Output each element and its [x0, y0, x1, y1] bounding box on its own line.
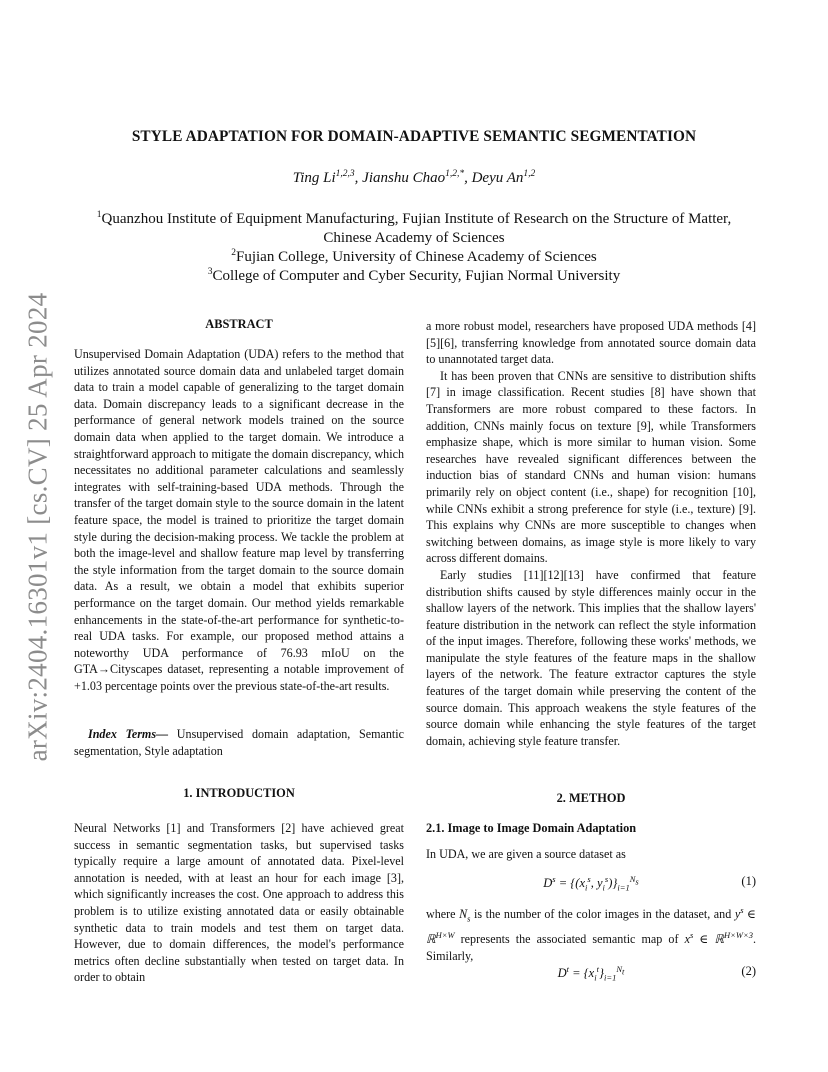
arxiv-stamp: [22, 292, 53, 762]
method-intro: In UDA, we are given a source dataset as: [426, 847, 626, 861]
introduction-paragraph-2: It has been proven that CNNs are sensitive to distribution shifts [7] in image classification. Recent studies [8] have shown that Transformers are more robust compared to these factors. In addition, CNNs mainly focus on texture [9], while Transformers emphasize shape, which is more similar to human vision. Some researches have revealed significant differences between the induction bias of standard CNNs and human vision: humans primarily rely on object content (i.e., shape) for recognition [10], while CNNs exhibit a strong preference for style (i.e., texture) [9]. This explains why CNNs are more susceptible to changes when switching between domains, as image style is more likely to vary across different domains.: [426, 368, 756, 566]
introduction-paragraph-1: Neural Networks [1] and Transformers [2] have achieved great success in semantic segmentation tasks, but supervised tasks typically require a large amount of annotated data. Pixel-level annotation is needed, with at least an hour for each image [3], which significantly increases the cost. One approach to address this problem is to utilize existing annotated data or easily obtainable synthetic data to train models and test them on target data. However, due to domain differences, the model's performance metrics often decline substantially when tested on target data. In order to obtain: [74, 821, 404, 985]
affiliation-3: $^3$College of Computer and Cyber Security, Fujian Normal University: [207, 267, 621, 284]
author-3: Deyu An$^{1,2}$: [471, 169, 536, 186]
method-heading: 2. METHOD: [556, 791, 626, 805]
author-list: [0, 169, 828, 187]
equation-2-body: $D^t = \{x_i^t\}_{i=1}^{N_t}$: [557, 964, 625, 983]
index-terms: Index Terms— Unsupervised domain adaptation, Semantic segmentation, Style adaptation: [74, 727, 404, 758]
abstract-heading: ABSTRACT: [205, 317, 273, 331]
equation-1-body: $D^s = \{(x_i^s$, $y_i^s)\}_{i=1}^{N_s}$: [543, 874, 639, 893]
affiliation-2: $^2$Fujian College, University of Chinese Academy of Sciences: [231, 248, 597, 265]
abstract-text: Unsupervised Domain Adaptation (UDA) refers to the method that utilizes annotated source domain data and unlabeled target domain data to train a model capable of generalizing to the target domain data. Domain discrepancy leads to a significant decrease in the performance of general network models trained on the source domain data when applied to the target domain. We introduce a straightforward approach to mitigate the domain discrepancy, which necessitates no additional parameter calculations and seamlessly integrates with self-training-based UDA methods. Through the transfer of the target domain style to the source domain in the latent feature space, the model is trained to prioritize the target domain style during the decision-making process. We tackle the problem at both the image-level and shallow feature map level by transferring the style information from the target domain to the source domain data. As a result, we obtain a model that exhibits superior performance on the target domain. Our method yields remarkable enhancements in the state-of-the-art performance for synthetic-to-real UDA tasks. For example, our proposed method attains a noteworthy UDA performance of 76.93 mIoU on the GTA→Cityscapes dataset, representing a notable improvement of +1.03 percentage points over the previous state-of-the-art results.: [74, 347, 404, 693]
author-1: Ting Li$^{1,2,3}$,: [292, 169, 363, 186]
introduction-continued: [426, 318, 756, 749]
equation-2-number: (2): [741, 964, 756, 978]
affiliation-1: $^1$Quanzhou Institute of Equipment Manufacturing, Fujian Institute of Research on the Structure of Matter, Chinese Academy of Sciences: [96, 210, 732, 246]
introduction-paragraph-3: Early studies [11][12][13] have confirmed that feature distribution shifts caused by style differences mainly occur in the shallow layers of the network. This implies that the shallow layers' feature distribution in the network can reflect the style information of the input images. Therefore, following these works' methods, we manipulate the style features of the feature maps in the shallow layers of the network. The feature extractor captures the style features of the target domain while preserving the content of the source domain. This approach weakens the style features of the source domain while enhancing the style features of the target domain, achieving style feature transfer.: [426, 567, 756, 748]
method-where-text: where $N_s$ is the number of the color images in the dataset, and $y^s$ ∈ ℝ$^{H\times W}$ represents the associated semantic map of $x^s$ ∈ ℝ$^{H\times W\times 3}$. Similarly,: [426, 905, 756, 963]
arxiv-stamp-text: arXiv:2404.16301v1 [cs.CV] 25 Apr 2024: [22, 292, 53, 762]
introduction-heading: 1. INTRODUCTION: [183, 786, 295, 800]
method-subheading: 2.1. Image to Image Domain Adaptation: [426, 821, 637, 835]
introduction-paragraph-1-cont: a more robust model, researchers have proposed UDA methods [4][5][6], transferring knowledge from annotated source domain data to unannotated target data.: [426, 319, 756, 367]
author-2: Jianshu Chao$^{1,2,*}$,: [362, 169, 472, 186]
paper-title: STYLE ADAPTATION FOR DOMAIN-ADAPTIVE SEMANTIC SEGMENTATION: [131, 128, 697, 145]
equation-1-number: (1): [741, 874, 756, 888]
